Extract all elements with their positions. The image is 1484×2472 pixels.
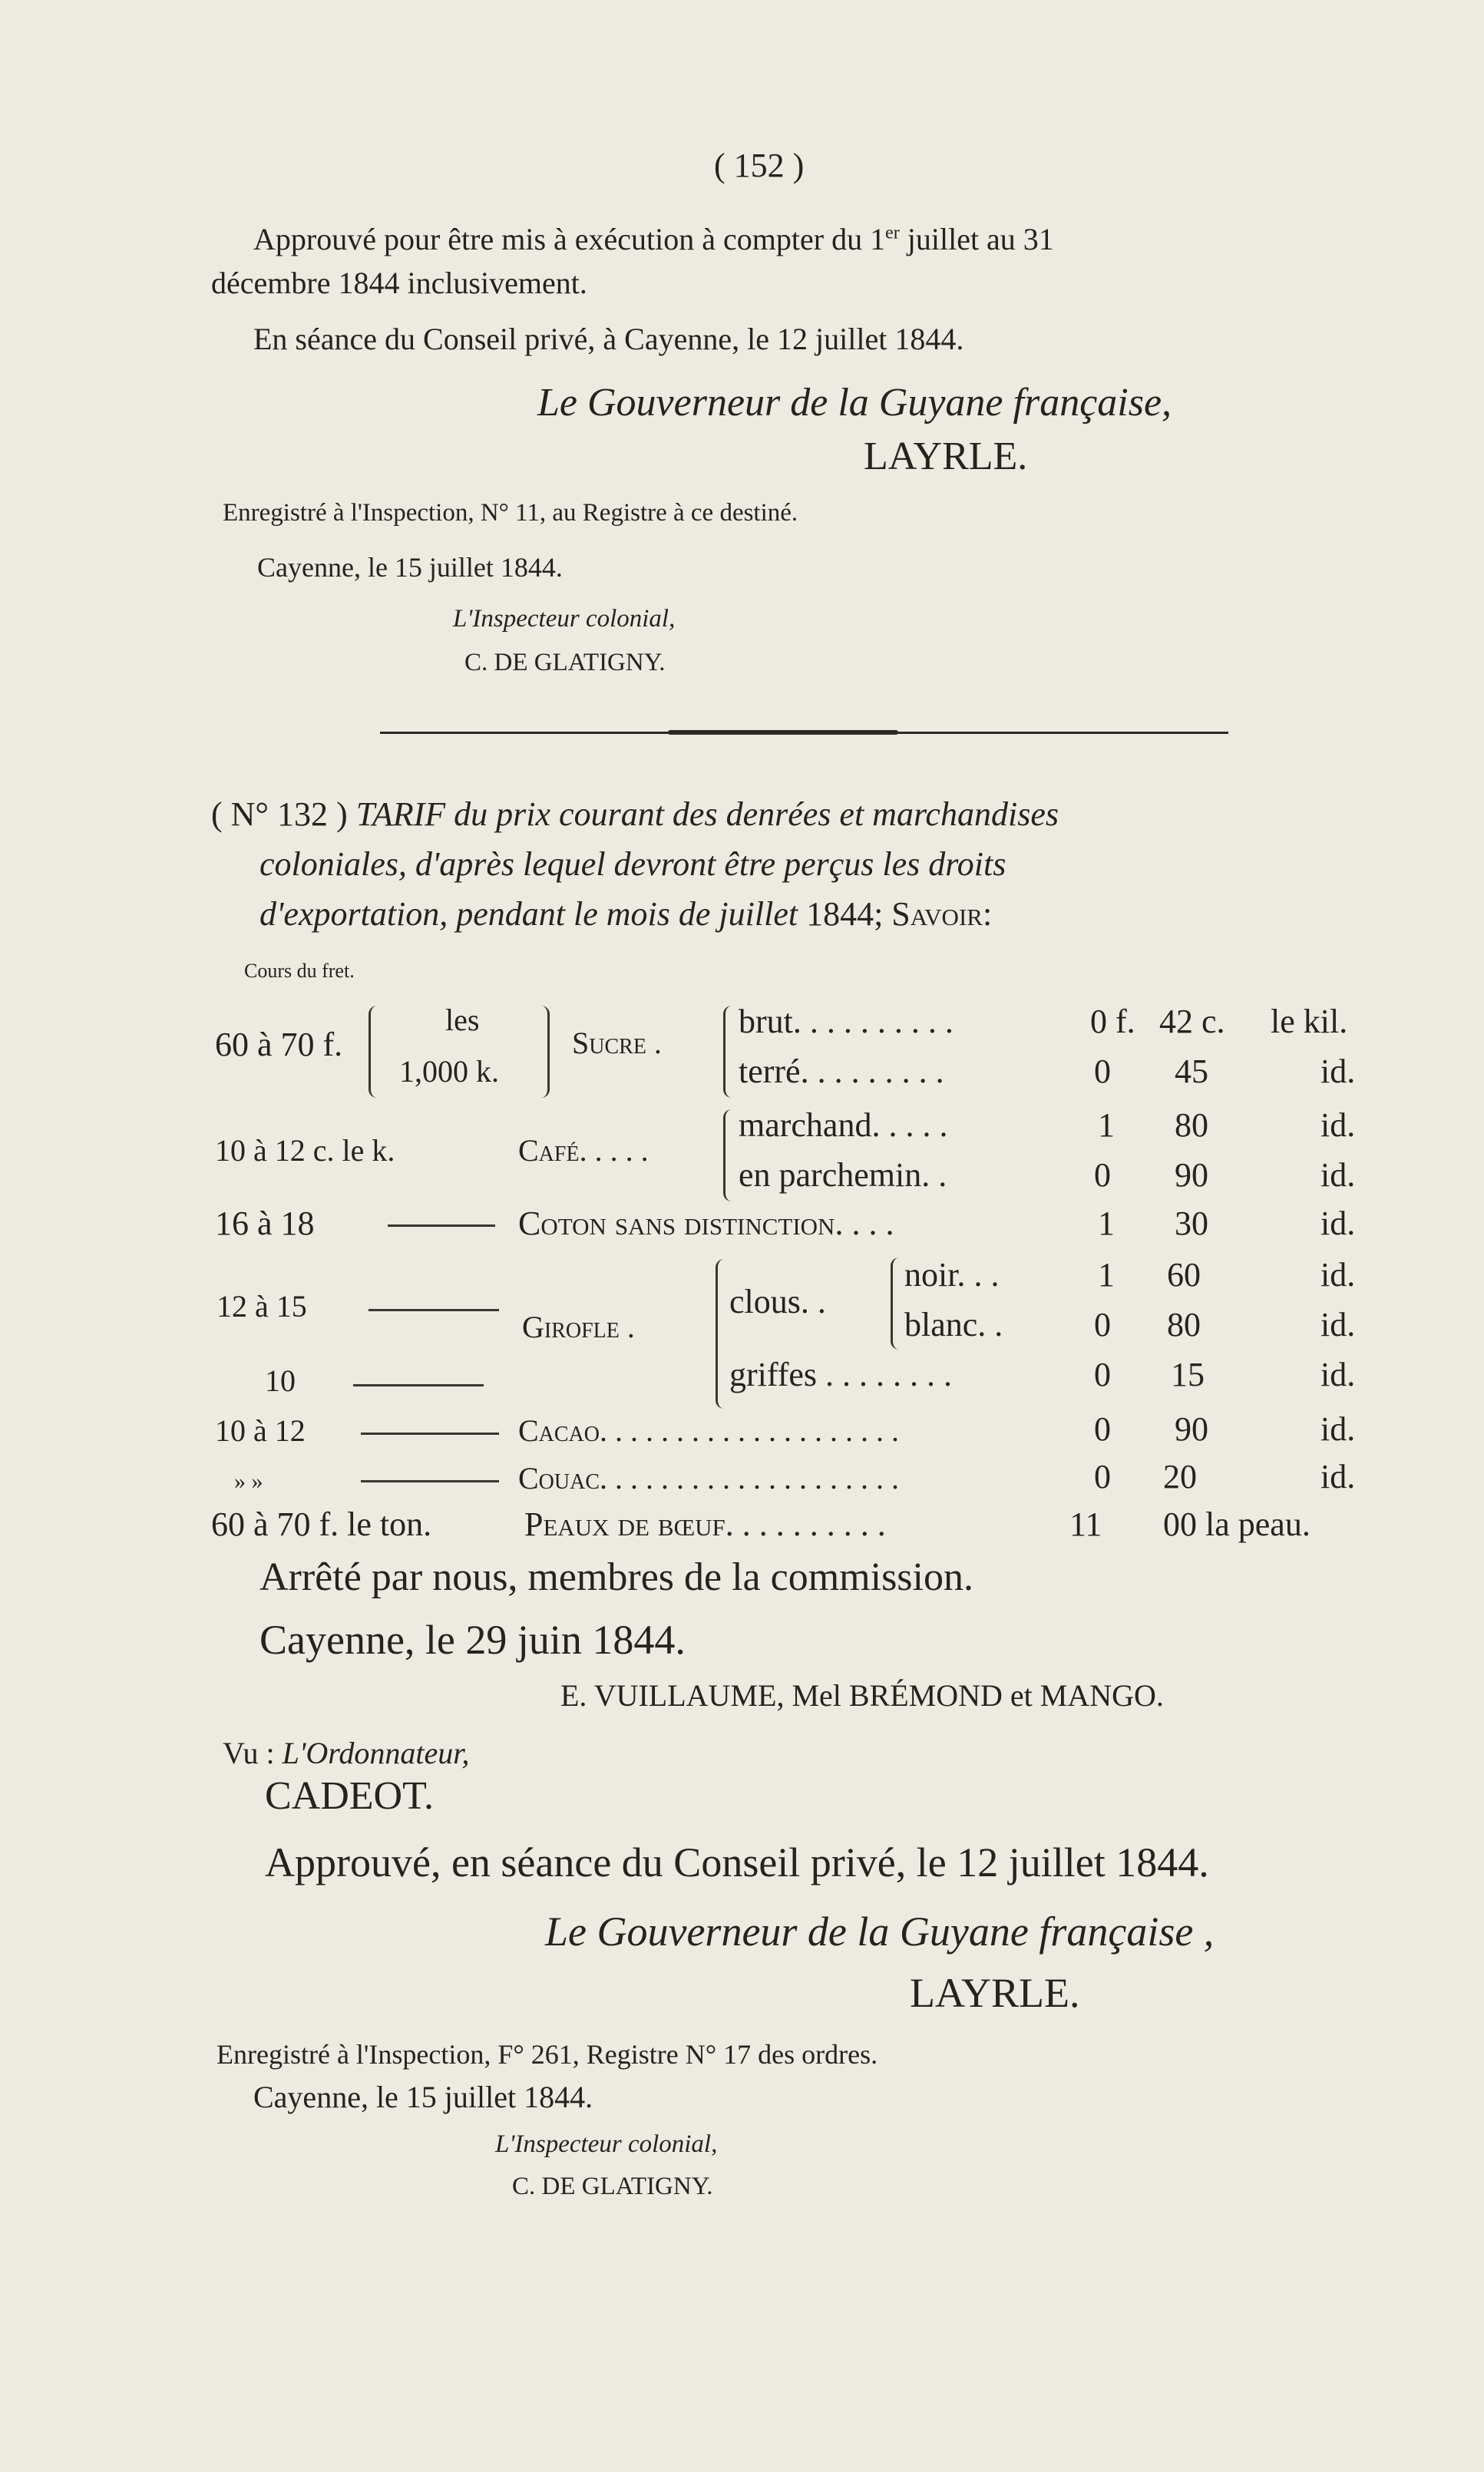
sucre-brut-f: 0 f. (1090, 1003, 1135, 1040)
griffes-u: id. (1320, 1356, 1356, 1393)
sucre-terre: terré. . . . . . . . . (739, 1053, 944, 1090)
couac-fret-dash (361, 1480, 499, 1482)
cacao-fret: 10 à 12 (215, 1413, 306, 1448)
couac-c: 20 (1163, 1458, 1197, 1495)
tarif-title-text-1: TARIF du prix courant des denrées et marchandises (355, 795, 1059, 833)
cafe-marchand-f: 1 (1098, 1106, 1115, 1144)
tarif-title-line-1 (211, 795, 1059, 834)
vu-label: Vu : (223, 1736, 275, 1770)
cafe-marchand-u: id. (1320, 1106, 1356, 1144)
sucre-fret-brace (369, 1006, 377, 1098)
cacao-u: id. (1320, 1410, 1356, 1448)
final-enregistre: Enregistré à l'Inspection, F° 261, Registre N° 17 des ordres. (216, 2039, 878, 2070)
girofle-label: Girofle . (522, 1310, 635, 1344)
coton-u: id. (1320, 1205, 1356, 1242)
approval-line-1-sup: er (885, 223, 900, 243)
fret-header: Cours du fret. (244, 960, 355, 982)
cacao-label: Cacao. . . . . . . . . . . . . . . . . . . . (518, 1413, 900, 1448)
blanc-c: 80 (1167, 1306, 1201, 1343)
peaux-text: Peaux de bœuf. . . . . . . . . . (524, 1505, 886, 1543)
cafe-marchand-c: 80 (1175, 1106, 1208, 1144)
sucre-terre-f: 0 (1094, 1053, 1111, 1090)
final-governor-name: LAYRLE. (910, 1970, 1080, 2016)
place-date: Cayenne, le 15 juillet 1844. (257, 552, 563, 583)
sucre-brut-u: le kil. (1271, 1003, 1348, 1040)
sucre-fret: 60 à 70 f. (215, 1026, 343, 1063)
cacao-c: 90 (1175, 1410, 1208, 1448)
sucre-unit-brace (541, 1006, 550, 1098)
page-number: ( 152 ) (714, 147, 805, 184)
approval-line-1-end: juillet au 31 (899, 222, 1054, 256)
cafe-parchemin-c: 90 (1175, 1156, 1208, 1194)
peaux-label (524, 1505, 886, 1544)
sucre-brace (723, 1006, 732, 1098)
peaux-f: 11 (1069, 1505, 1102, 1543)
tarif-savoir: 1844; Savoir: (806, 895, 993, 933)
noir-u: id. (1320, 1256, 1356, 1294)
seance-line: En séance du Conseil privé, à Cayenne, le 12 juillet 1844. (253, 322, 964, 356)
cafe-fret: 10 à 12 c. le k. (215, 1133, 395, 1168)
cafe-parchemin: en parchemin. . (739, 1156, 947, 1194)
clous-brace (891, 1257, 899, 1350)
tarif-title-text-3: d'exportation, pendant le mois de juillet (259, 895, 798, 933)
governor-name: LAYRLE. (864, 435, 1028, 478)
sucre-unit-2: 1,000 k. (399, 1054, 499, 1089)
final-inspector-title: L'Inspecteur colonial, (495, 2130, 718, 2158)
griffes-label: griffes . . . . . . . . (729, 1356, 953, 1393)
separator-rule-accent (668, 730, 898, 735)
arrete-line: Arrêté par nous, membres de la commission. (259, 1555, 973, 1599)
blanc-f: 0 (1094, 1306, 1111, 1343)
girofle-fret-1-dash (369, 1309, 499, 1311)
noir-c: 60 (1167, 1256, 1201, 1294)
cafe-parchemin-f: 0 (1094, 1156, 1111, 1194)
sucre-terre-u: id. (1320, 1053, 1356, 1090)
sucre-unit-1: les (445, 1003, 480, 1037)
noir-label: noir. . . (904, 1256, 1000, 1294)
coton-text: Coton sans distinction. . . . (518, 1205, 894, 1242)
noir-f: 1 (1098, 1256, 1115, 1294)
vu-line (223, 1735, 469, 1771)
griffes-c: 15 (1171, 1356, 1205, 1393)
couac-fret: » » (234, 1469, 263, 1494)
tarif-title-line-2: coloniales, d'après lequel devront être perçus les droits (259, 845, 1006, 883)
tarif-title-line-3 (259, 894, 992, 934)
peaux-fret: 60 à 70 f. le ton. (211, 1505, 432, 1543)
coton-f: 1 (1098, 1205, 1115, 1242)
clous-label: clous. . (729, 1283, 826, 1320)
final-governor-title: Le Gouverneur de la Guyane française , (545, 1909, 1215, 1955)
cacao-fret-dash (361, 1433, 499, 1435)
governor-title: Le Gouverneur de la Guyane française, (537, 381, 1172, 425)
sucre-brut-c: 42 c. (1159, 1003, 1225, 1040)
coton-c: 30 (1175, 1205, 1208, 1242)
cafe-label: Café. . . . . (518, 1133, 649, 1168)
coton-fret: 16 à 18 (215, 1205, 315, 1242)
girofle-brace (716, 1259, 724, 1409)
vu-title: L'Ordonnateur, (282, 1736, 470, 1770)
couac-f: 0 (1094, 1458, 1111, 1495)
griffes-f: 0 (1094, 1356, 1111, 1393)
sucre-label: Sucre . (572, 1026, 662, 1060)
couac-label: Couac. . . . . . . . . . . . . . . . . . . . (518, 1461, 900, 1495)
cafe-marchand: marchand. . . . . (739, 1106, 948, 1144)
blanc-label: blanc. . (904, 1306, 1003, 1343)
commission-members: E. VUILLAUME, Mel BRÉMOND et MANGO. (560, 1678, 1164, 1713)
coton-fret-dash (388, 1224, 495, 1227)
blanc-u: id. (1320, 1306, 1356, 1343)
cafe-brace (723, 1109, 732, 1201)
approval-line-2: décembre 1844 inclusivement. (211, 266, 587, 300)
enregistre-line: Enregistré à l'Inspection, N° 11, au Registre à ce destiné. (223, 499, 798, 527)
girofle-fret-2-dash (353, 1384, 484, 1386)
girofle-fret-1: 12 à 15 (216, 1289, 307, 1324)
vu-name: CADEOT. (265, 1774, 435, 1818)
couac-u: id. (1320, 1458, 1356, 1495)
cafe-parchemin-u: id. (1320, 1156, 1356, 1194)
final-approval: Approuvé, en séance du Conseil privé, le 12 juillet 1844. (265, 1839, 1209, 1885)
sucre-brut: brut. . . . . . . . . . (739, 1003, 954, 1040)
cacao-f: 0 (1094, 1410, 1111, 1448)
tarif-number: ( N° 132 ) (211, 795, 348, 833)
peaux-c: 00 la peau. (1163, 1505, 1310, 1543)
inspector-name: C. DE GLATIGNY. (464, 649, 666, 676)
approval-line-1 (253, 221, 1054, 257)
approval-line-1-text: Approuvé pour être mis à exécution à compter du 1 (253, 222, 886, 256)
coton-label (518, 1204, 894, 1243)
final-place-date: Cayenne, le 15 juillet 1844. (253, 2080, 593, 2114)
girofle-fret-2: 10 (265, 1363, 296, 1398)
arrete-date: Cayenne, le 29 juin 1844. (259, 1617, 686, 1663)
sucre-terre-c: 45 (1175, 1053, 1208, 1090)
inspector-title: L'Inspecteur colonial, (453, 605, 676, 633)
final-inspector-name: C. DE GLATIGNY. (512, 2173, 713, 2200)
